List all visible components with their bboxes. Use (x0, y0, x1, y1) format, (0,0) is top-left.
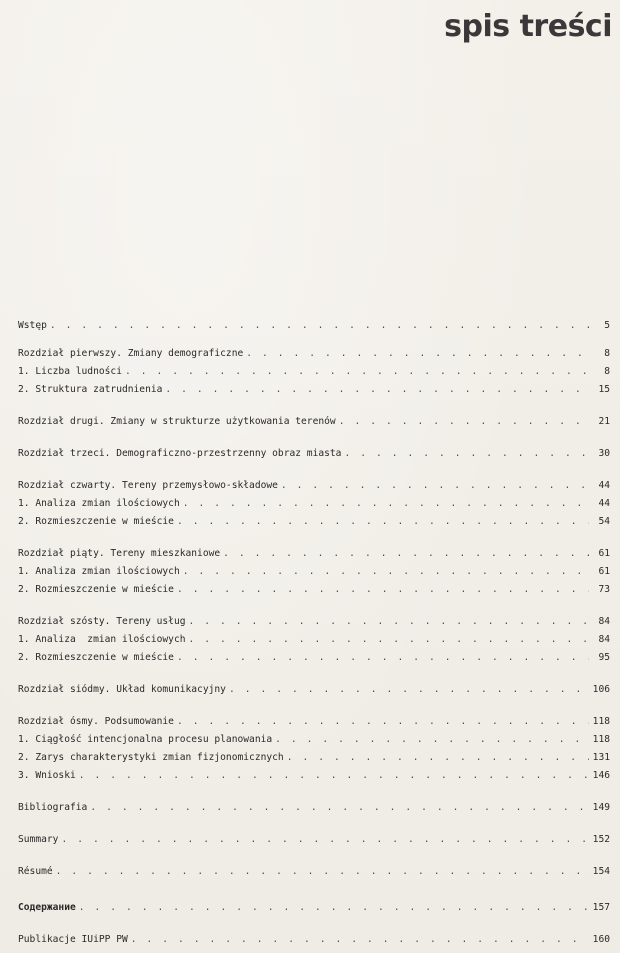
toc-entry-label: 2. Rozmieszczenie w mieście (18, 584, 174, 595)
toc-entry-chapter-1 (18, 346, 610, 362)
toc-entry-russian-summary (18, 900, 610, 916)
toc-entry-label: Rozdział czwarty. Tereny przemysłowo-składowe (18, 480, 278, 491)
dot-leader (79, 900, 589, 916)
toc-entry-label: Содержание (18, 902, 76, 913)
dot-leader (339, 414, 589, 430)
toc-entry-label: Publikacje IUiPP PW (18, 934, 128, 945)
toc-entry-section (18, 732, 610, 748)
dot-leader (246, 346, 589, 362)
dot-leader (189, 614, 589, 630)
toc-entry-label: Rozdział drugi. Zmiany w strukturze użytkowania terenów (18, 416, 336, 427)
toc-entry-label: 1. Analiza zmian ilościowych (18, 566, 180, 577)
toc-entry-chapter-6 (18, 614, 610, 630)
dot-leader (189, 632, 589, 648)
dot-leader (165, 382, 589, 398)
toc-entry-label: Rozdział piąty. Tereny mieszkaniowe (18, 548, 221, 559)
toc-entry-label: Rozdział trzeci. Demograficzno-przestrzenny obraz miasta (18, 448, 342, 459)
dot-leader (229, 682, 589, 698)
toc-entry-page: 149 (592, 802, 610, 813)
toc-entry-chapter-8 (18, 714, 610, 730)
toc-entry-section (18, 496, 610, 512)
toc-entry-section (18, 364, 610, 380)
toc-entry-label: Bibliografia (18, 802, 88, 813)
toc-entry-page: 73 (598, 584, 610, 595)
toc-entry-page: 146 (592, 770, 610, 781)
toc-entry-chapter-4 (18, 478, 610, 494)
dot-leader (50, 318, 589, 334)
toc-entry-label: Résumé (18, 866, 53, 877)
toc-entry-label: 2. Zarys charakterystyki zmian fizjonomicznych (18, 752, 284, 763)
dot-leader (90, 800, 589, 816)
toc-entry-label: Rozdział siódmy. Układ komunikacyjny (18, 684, 226, 695)
toc-entry-page: 118 (592, 716, 610, 727)
toc-entry-label: 1. Ciągłość intencjonalna procesu planowania (18, 734, 273, 745)
dot-leader (125, 364, 589, 380)
dot-leader (281, 478, 589, 494)
dot-leader (79, 768, 589, 784)
toc-entry-page: 118 (592, 734, 610, 745)
toc-entry-page: 15 (598, 384, 610, 395)
toc-entry-page: 61 (598, 548, 610, 559)
toc-entry-section (18, 514, 610, 530)
dot-leader (177, 650, 589, 666)
toc-entry-label: Wstęp (18, 320, 47, 331)
toc-entry-label: Rozdział szósty. Tereny usług (18, 616, 186, 627)
toc-entry-label: Rozdział pierwszy. Zmiany demograficzne (18, 348, 244, 359)
toc-entry-publications (18, 932, 610, 948)
toc-entry-page: 54 (598, 516, 610, 527)
toc-entry-resume (18, 864, 610, 880)
dot-leader (223, 546, 589, 562)
page-title: spis treści (444, 9, 612, 44)
dot-leader (183, 496, 589, 512)
toc-entry-section (18, 632, 610, 648)
dot-leader (183, 564, 589, 580)
toc-entry-section (18, 768, 610, 784)
toc-entry-label: 1. Analiza zmian ilościowych (18, 498, 180, 509)
toc-entry-page: 152 (592, 834, 610, 845)
toc-entry-section (18, 750, 610, 766)
toc-entry-page: 8 (604, 348, 610, 359)
toc-entry-label: Summary (18, 834, 59, 845)
dot-leader (287, 750, 589, 766)
toc-entry-intro (18, 318, 610, 334)
toc-entry-page: 131 (592, 752, 610, 763)
toc-entry-page: 30 (598, 448, 610, 459)
toc-entry-page: 160 (592, 934, 610, 945)
dot-leader (275, 732, 589, 748)
toc-entry-label: 2. Rozmieszczenie w mieście (18, 516, 174, 527)
toc-entry-label: 2. Struktura zatrudnienia (18, 384, 163, 395)
toc-entry-label: Rozdział ósmy. Podsumowanie (18, 716, 174, 727)
toc-entry-section (18, 382, 610, 398)
toc-entry-page: 44 (598, 480, 610, 491)
toc-entry-chapter-7 (18, 682, 610, 698)
dot-leader (177, 582, 589, 598)
toc-entry-chapter-3 (18, 446, 610, 462)
toc-entry-summary (18, 832, 610, 848)
toc-entry-page: 106 (592, 684, 610, 695)
dot-leader (344, 446, 589, 462)
dot-leader (131, 932, 589, 948)
toc-entry-section (18, 650, 610, 666)
toc-entry-chapter-2 (18, 414, 610, 430)
toc-entry-chapter-5 (18, 546, 610, 562)
toc-entry-page: 61 (598, 566, 610, 577)
toc-entry-label: 1. Analiza zmian ilościowych (18, 634, 186, 645)
toc-entry-page: 84 (598, 634, 610, 645)
dot-leader (177, 514, 589, 530)
toc-entry-label: 1. Liczba ludności (18, 366, 122, 377)
dot-leader (177, 714, 589, 730)
toc-entry-label: 3. Wnioski (18, 770, 76, 781)
toc-entry-page: 154 (592, 866, 610, 877)
toc-entry-bibliography (18, 800, 610, 816)
toc-entry-page: 95 (598, 652, 610, 663)
dot-leader (61, 832, 589, 848)
dot-leader (56, 864, 589, 880)
toc-entry-page: 157 (592, 902, 610, 913)
toc-entry-page: 44 (598, 498, 610, 509)
toc-entry-section (18, 564, 610, 580)
toc-entry-section (18, 582, 610, 598)
toc-entry-label: 2. Rozmieszczenie w mieście (18, 652, 174, 663)
toc-entry-page: 21 (598, 416, 610, 427)
toc-entry-page: 5 (604, 320, 610, 331)
toc-entry-page: 84 (598, 616, 610, 627)
toc-entry-page: 8 (604, 366, 610, 377)
